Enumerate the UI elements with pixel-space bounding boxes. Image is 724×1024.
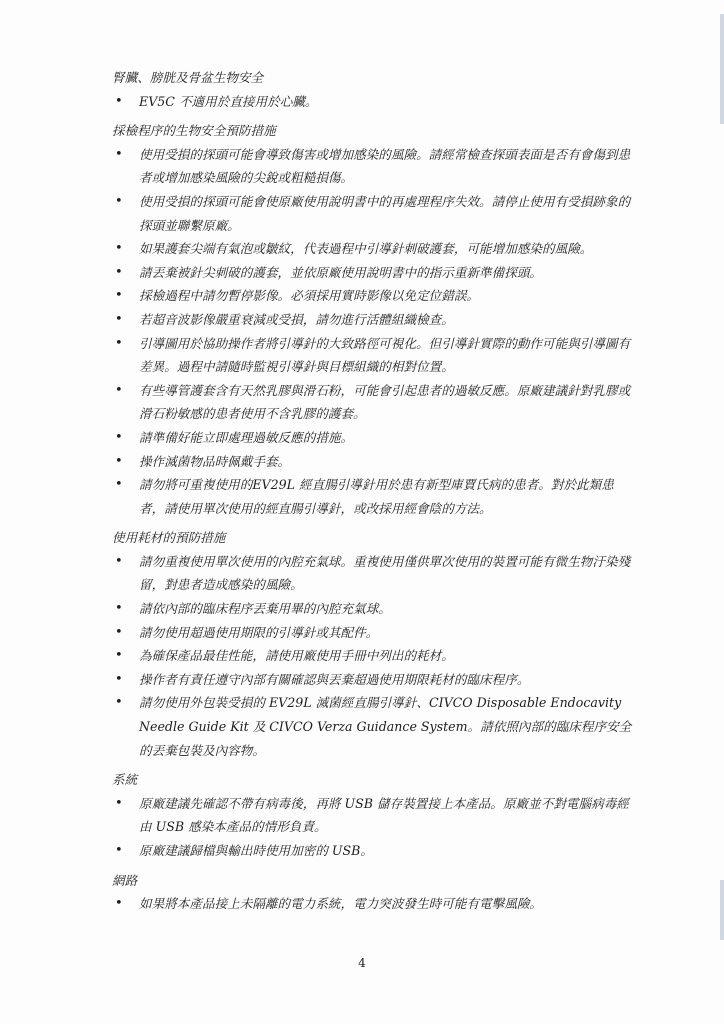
list-item: • 如果將本產品接上未隔離的電力系統，電力突波發生時可能有電擊風險。 bbox=[112, 892, 632, 916]
list-item: • 引導圖用於協助操作者將引導針的大致路徑可視化。但引導針實際的動作可能與引導圖有差異。過程中請隨時監視引導針與目標組織的相對位置。 bbox=[112, 332, 632, 379]
section-heading: 腎臟、膀胱及骨盆生物安全 bbox=[112, 70, 264, 85]
bullet-list bbox=[112, 550, 632, 762]
page-number: 4 bbox=[358, 956, 366, 970]
list-item: • 請依內部的臨床程序丟棄用畢的內腔充氣球。 bbox=[112, 597, 632, 621]
section-biopsy-precautions bbox=[112, 119, 632, 520]
list-item: • 操作者有責任遵守內部有關確認與丟棄超過使用期限耗材的臨床程序。 bbox=[112, 668, 632, 692]
list-item: • 使用受損的探頭可能會使原廠使用說明書中的再處理程序失效。請停止使用有受損跡象的探頭並聯繫原廠。 bbox=[112, 190, 632, 237]
list-item: • 如果護套尖端有氣泡或皺紋，代表過程中引導針刺破護套，可能增加感染的風險。 bbox=[112, 237, 632, 261]
list-item: • EV5C 不適用於直接用於心臟。 bbox=[112, 90, 632, 114]
list-item: • 請勿使用超過使用期限的引導針或其配件。 bbox=[112, 621, 632, 645]
list-item: • 原廠建議先確認不帶有病毒後，再將 USB 儲存裝置接上本產品。原廠並不對電腦病毒經由 USB 感染本產品的情形負責。 bbox=[112, 792, 632, 839]
section-system bbox=[112, 768, 632, 862]
list-item: • 採檢過程中請勿暫停影像。必須採用實時影像以免定位錯誤。 bbox=[112, 284, 632, 308]
list-item: • 請勿將可重複使用的EV29L 經直腸引導針用於患有新型庫賈氏病的患者。對於此類患者，請使用單次使用的經直腸引導針，或改採用經會陰的方法。 bbox=[112, 473, 632, 520]
scan-edge-mark bbox=[720, 880, 724, 940]
section-heading: 系統 bbox=[112, 772, 138, 788]
section-heading: 網路 bbox=[112, 872, 138, 888]
scan-edge-mark bbox=[720, 14, 724, 124]
list-item: • 有些導管護套含有天然乳膠與滑石粉，可能會引起患者的過敏反應。原廠建議針對乳膠或滑石粉敏感的患者使用不含乳膠的護套。 bbox=[112, 379, 632, 426]
list-item: • 為確保產品最佳性能，請使用廠使用手冊中列出的耗材。 bbox=[112, 644, 632, 668]
list-item: • 原廠建議歸檔與輸出時使用加密的 USB。 bbox=[112, 839, 632, 863]
list-item: • 使用受損的探頭可能會導致傷害或增加感染的風險。請經常檢查探頭表面是否有會傷到患者或增加感染風險的尖銳或粗糙損傷。 bbox=[112, 143, 632, 190]
list-item: • 請丟棄被針尖刺破的護套，並依原廠使用說明書中的指示重新準備探頭。 bbox=[112, 261, 632, 285]
section-heading: 採檢程序的生物安全預防措施 bbox=[112, 123, 276, 139]
section-kidney-bladder-pelvis bbox=[112, 66, 632, 113]
list-item: • 請勿重複使用單次使用的內腔充氣球。重複使用僅供單次使用的裝置可能有微生物汙染殘留，對患者造成感染的風險。 bbox=[112, 550, 632, 597]
bullet-list bbox=[112, 792, 632, 863]
list-item: • 請勿使用外包裝受損的 EV29L 滅菌經直腸引導針、CIVCO Disposable Endocavity Needle Guide Kit 及 CIVCO Verza Guidance System。請依照內部的臨床程序安全的丟棄包裝及內容物。 bbox=[112, 691, 632, 762]
list-item: • 請準備好能立即處理過敏反應的措施。 bbox=[112, 426, 632, 450]
bullet-list bbox=[112, 892, 632, 916]
bullet-list bbox=[112, 90, 632, 114]
bullet-list bbox=[112, 143, 632, 521]
section-consumables-precautions bbox=[112, 526, 632, 762]
document-body bbox=[112, 66, 632, 916]
section-heading: 使用耗材的預防措施 bbox=[112, 530, 226, 546]
list-item: • 操作滅菌物品時佩戴手套。 bbox=[112, 450, 632, 474]
list-item: • 若超音波影像嚴重衰減或受損，請勿進行活體組織檢查。 bbox=[112, 308, 632, 332]
section-network bbox=[112, 869, 632, 916]
